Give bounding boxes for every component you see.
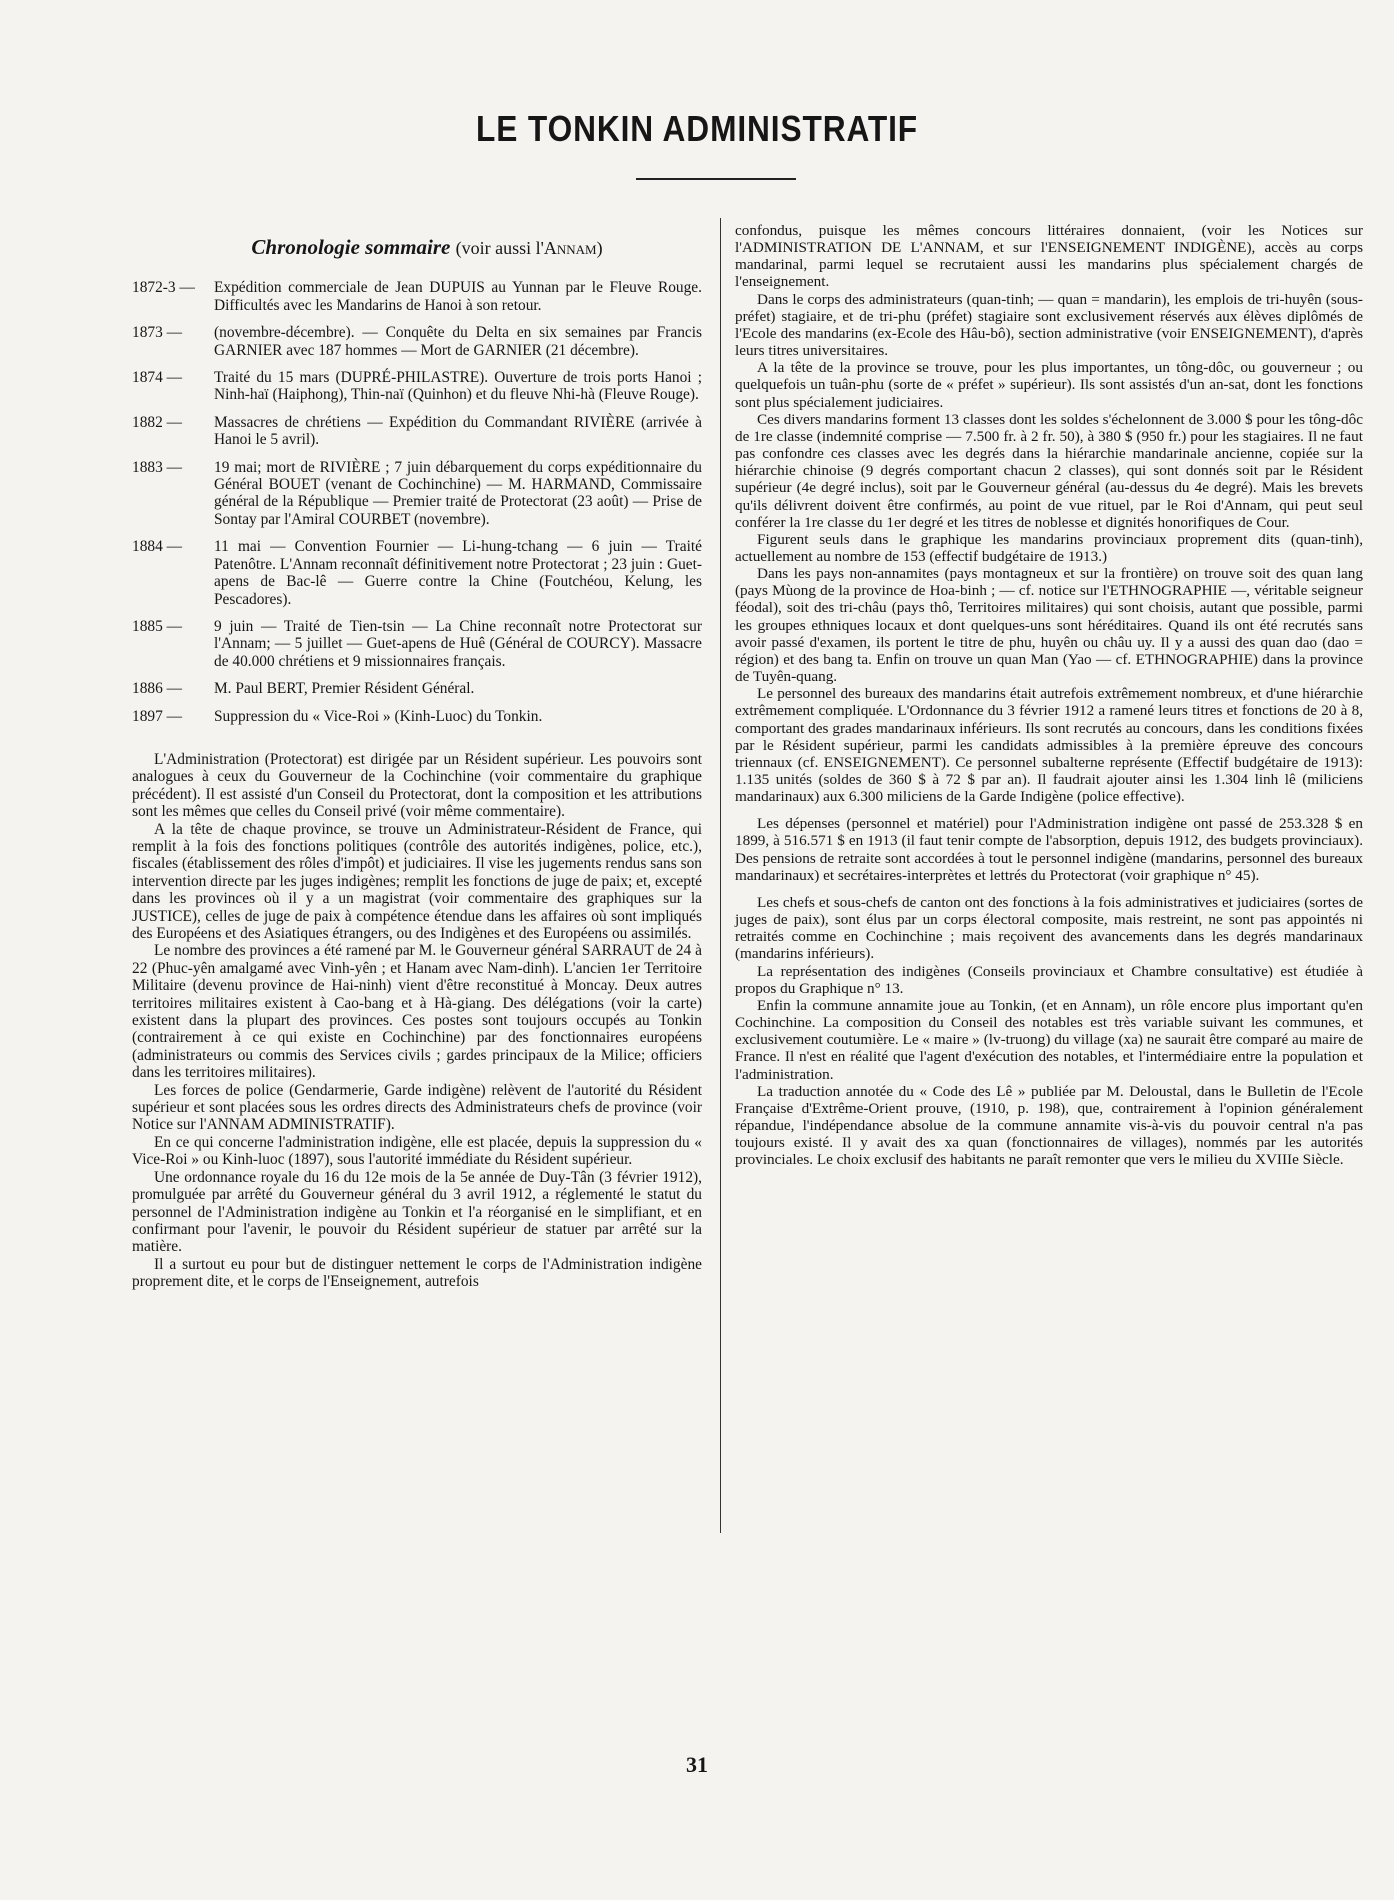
- chronology-list: [132, 279, 702, 725]
- chronology-heading-plain: (voir aussi l': [455, 238, 544, 258]
- body-paragraph: Une ordonnance royale du 16 du 12e mois de la 5e année de Duy-Tân (3 février 1912), promulguée par arrêté du Gouverneur général du 3 avril 1912, a réglementé le statut du personnel de l'Administration indigène au Tonkin et l'a réorganisé en le simplifiant, et en confirmant pour l'avenir, le pouvoir du Résident supérieur de statuer par arrêté sur la matière.: [132, 1168, 702, 1256]
- chronology-heading-italic: Chronologie sommaire: [251, 235, 451, 259]
- entry-text: M. Paul BERT, Premier Résident Général.: [214, 680, 475, 698]
- body-paragraph: Les dépenses (personnel et matériel) pour l'Administration indigène ont passé de 253.328 $ en 1899, à 516.571 $ en 1913 (il faut tenir compte de l'absorption, depuis 1912, des budgets provinciaux). Des pensions de retraite sont accordées à tout le personnel indigène (mandarins, personnel des bureaux mandarinaux) et secrétaires-interprètes et lettrés du Protectorat (voir graphique n° 45).: [735, 815, 1363, 884]
- body-paragraph: Enfin la commune annamite joue au Tonkin, (et en Annam), un rôle encore plus important qu'en Cochinchine. La composition du Conseil des notables est très variable suivant les communes, et exclusivement coutumière. Le « maire » (lv-truong) du village (xa) ne saurait être comparé au maire de France. Il n'est en réalité que l'agent d'exécution des notables, et l'intermédiaire entre la population et l'administration.: [735, 996, 1363, 1083]
- body-paragraph: Les forces de police (Gendarmerie, Garde indigène) relèvent de l'autorité du Résident supérieur et sont placées sous les ordres directs des Administrateurs chefs de province (voir Notice sur l'ANNAM ADMINISTRATIF).: [132, 1081, 702, 1134]
- entry-text: Expédition commerciale de Jean DUPUIS au Yunnan par le Fleuve Rouge. Difficultés avec les Mandarins de Hanoi à son retour.: [214, 279, 702, 314]
- chronology-entry: [132, 538, 702, 608]
- chronology-entry: [132, 618, 702, 670]
- body-paragraph: Dans les pays non-annamites (pays montagneux et sur la frontière) on trouve soit des quan lang (pays Mùong de la province de Hoa-binh ; — cf. notice sur l'ETHNOGRAPHIE —, véritable seigneur féodal), soit des tri-châu (pays thô, Territoires militaires) qui sont choisis, autant que possible, parmi les groupes ethniques locaux et dont quelques-uns sont héréditaires. Quand ils ont été recrutés sans avoir passé d'examen, ils portent le titre de phu, huyên ou châu uy. Il y a aussi des quan dao (dao = région) et des bang ta. Enfin on trouve un quan Man (Yao — cf. ETHNOGRAPHIE) dans la province de Tuyên-quang.: [735, 565, 1363, 686]
- column-divider: [720, 218, 721, 1533]
- chronology-heading-annam: Annam: [543, 238, 597, 258]
- entry-year: 1873 —: [132, 324, 183, 342]
- entry-text: Suppression du « Vice-Roi » (Kinh-Luoc) du Tonkin.: [214, 707, 543, 725]
- entry-year: 1872-3 —: [132, 279, 195, 297]
- entry-year: 1886 —: [132, 680, 183, 698]
- title-underline: [636, 178, 796, 180]
- chronology-entry: [132, 459, 702, 529]
- body-paragraph: confondus, puisque les mêmes concours littéraires donnaient, (voir les Notices sur l'ADMINISTRATION DE L'ANNAM, et sur l'ENSEIGNEMENT INDIGÈNE), accès au corps mandarinal, parmi lequel se recrutaient aussi les mandarins plus spécialement chargés de l'enseignement.: [735, 222, 1363, 291]
- chronology-entry: [132, 279, 702, 314]
- entry-year: 1883 —: [132, 458, 183, 476]
- body-paragraph: Il a surtout eu pour but de distinguer nettement le corps de l'Administration indigène proprement dite, et le corps de l'Enseignement, autrefois: [132, 1255, 702, 1291]
- entry-year: 1884 —: [132, 538, 183, 556]
- entry-text: 19 mai; mort de RIVIÈRE ; 7 juin débarquement du corps expéditionnaire du Général BOUET (venant de Cochinchine) — M. HARMAND, Commissaire général de la République — Premier traité de Protectorat (23 août) — Prise de Sontay par l'Amiral COURBET (novembre).: [214, 458, 702, 528]
- body-paragraph: Les chefs et sous-chefs de canton ont des fonctions à la fois administratives et judiciaires (sortes de juges de paix), sont élus par un corps électoral composite, mais restreint, ne sont pas appointés ni retraités comme en Cochinchine ; mais reçoivent des avancements dans les degrés mandarinaux (mandarins inférieurs).: [735, 893, 1363, 963]
- body-paragraph: La représentation des indigènes (Conseils provinciaux et Chambre consultative) est étudiée à propos du Graphique n° 13.: [735, 962, 1363, 997]
- chronology-heading-close: ): [596, 238, 603, 258]
- entry-text: 9 juin — Traité de Tien-tsin — La Chine reconnaît notre Protectorat sur l'Annam; — 5 juillet — Guet-apens de Huê (Général de COURCY). Massacre de 40.000 chrétiens et 9 missionnaires français.: [214, 617, 702, 670]
- entry-text: 11 mai — Convention Fournier — Li-hung-tchang — 6 juin — Traité Patenôtre. L'Annam reconnaît définitivement notre Protectorat ; 23 juin : Guet-apens de Bac-lê — Guerre contre la Chine (Foutchéou, Kelung, les Pescadores).: [214, 538, 702, 608]
- chronology-entry: [132, 680, 702, 697]
- entry-text: (novembre-décembre). — Conquête du Delta en six semaines par Francis GARNIER avec 187 hommes — Mort de GARNIER (21 décembre).: [214, 324, 702, 359]
- chronology-entry: [132, 324, 702, 359]
- body-paragraph: Le personnel des bureaux des mandarins était autrefois extrêmement nombreux, et d'une hiérarchie extrêmement compliquée. L'Ordonnance du 3 février 1912 a ramené leurs titres et fonctions de 20 à 8, comportant des grades mandarinaux inférieurs. Ils sont recrutés au concours, dans les conditions fixées par le Résident supérieur, parmi les candidats admissibles à la première épreuve des concours triennaux (cf. ENSEIGNEMENT). Ce personnel subalterne représente (Effectif budgétaire de 1913): 1.135 unités (soldes de 360 $ à 72 $ par an). Il faudrait ajouter ainsi les 1.304 linh lê (miliciens mandarinaux) aux 6.300 miliciens de la Garde Indigène (police effective).: [735, 685, 1363, 806]
- body-paragraph: L'Administration (Protectorat) est dirigée par un Résident supérieur. Les pouvoirs sont analogues à ceux du Gouverneur de la Cochinchine (voir commentaire du graphique précédent). Il est assisté d'un Conseil du Protectorat, dont la composition et les attributions sont les mêmes que celles du Conseil privé (voir même commentaire).: [132, 750, 702, 821]
- entry-year: 1882 —: [132, 413, 183, 431]
- body-paragraph: Ces divers mandarins forment 13 classes dont les soldes s'échelonnent de 3.000 $ pour les tông-dôc de 1re classe (indemnité comprise — 7.500 fr. à 2 fr. 50), à 380 $ (950 fr.) pour les stagiaires. Il ne faut pas confondre ces classes avec les degrés dans la hiérarchie mandarinale ancienne, copiée sur la hiérarchie chinoise (9 degrés comportant chacun 2 classes), qui sont donnés soit par le Résident supérieur (4e degré inclus), soit par le Gouverneur général (au-dessus du 4e degré). Mais les brevets qu'ils délivrent doivent être confirmés, au point de vue rituel, par le Roi d'Annam, qui peut seul conférer la 1re classe du 1er degré et les titres de noblesse et dignités honorifiques de Cour.: [735, 410, 1363, 531]
- body-paragraph: En ce qui concerne l'administration indigène, elle est placée, depuis la suppression du « Vice-Roi » ou Kinh-luoc (1897), sous l'autorité immédiate du Résident supérieur.: [132, 1133, 702, 1169]
- body-paragraph: Dans le corps des administrateurs (quan-tinh; — quan = mandarin), les emplois de tri-huyên (sous-préfet) stagiaire, et de tri-phu (préfet) stagiaire sont exclusivement réservés aux élèves diplômés de l'Ecole des mandarins (ex-Ecole des Hâu-bô), section administrative (voir ENSEIGNEMENT), d'après leurs titres universitaires.: [735, 290, 1363, 360]
- body-paragraph: A la tête de chaque province, se trouve un Administrateur-Résident de France, qui remplit à la fois des fonctions politiques (contrôle des autorités indigènes, police, etc.), fiscales (établissement des rôles d'impôt) et judiciaires. Il vise les jugements rendus sans son intervention directe par les juges indigènes; remplit les fonctions de juge de paix; et, excepté dans les provinces où il y a un magistrat (voir commentaire des graphiques sur la JUSTICE), celles de juge de paix à compétence étendue dans les affaires où sont impliqués des Européens et des Asiatiques étrangers, ou des Indigènes et des Européens ou assimilés.: [132, 820, 702, 942]
- entry-text: Massacres de chrétiens — Expédition du Commandant RIVIÈRE (arrivée à Hanoi le 5 avril).: [214, 413, 702, 449]
- left-column: [132, 225, 702, 1291]
- right-column: [735, 222, 1363, 1168]
- body-paragraph: La traduction annotée du « Code des Lê » publiée par M. Deloustal, dans le Bulletin de l'Ecole Française d'Extrême-Orient prouve, (1910, p. 198), que, contrairement à l'opinion généralement répandue, l'indépendance absolue de la commune annamite vis-à-vis du pouvoir central n'a pas toujours existé. Il y avait des xa quan (fonctionnaires de villages), nommés par les autorités provinciales. Le choix exclusif des habitants ne paraît remonter que vers le milieu du XVIIIe Siècle.: [735, 1082, 1363, 1169]
- entry-year: 1874 —: [132, 369, 183, 387]
- entry-year: 1897 —: [132, 707, 183, 725]
- body-paragraph: A la tête de la province se trouve, pour les plus importantes, un tông-dôc, ou gouverneur ; ou quelquefois un tuân-phu (sorte de « préfet » supérieur). Ils sont assistés d'un an-sat, dont les fonctions sont plus spécialement judiciaires.: [735, 359, 1363, 411]
- body-paragraph: Figurent seuls dans le graphique les mandarins provinciaux proprement dits (quan-tinh), actuellement au nombre de 153 (effectif budgétaire de 1913.): [735, 530, 1363, 565]
- chronology-entry: [132, 414, 702, 449]
- entry-year: 1885 —: [132, 617, 183, 635]
- chronology-entry: [132, 708, 702, 725]
- chronology-heading: [152, 235, 702, 259]
- body-paragraph: Le nombre des provinces a été ramené par M. le Gouverneur général SARRAUT de 24 à 22 (Phuc-yên amalgamé avec Vinh-yên ; et Hanam avec Nam-dinh). L'ancien 1er Territoire Militaire (devenu province de Hai-ninh) vient d'être reconstitué à Moncay. Deux autres territoires militaires existent à Cao-bang et à Hà-giang. Des délégations (voir la carte) existent dans la plupart des provinces. Ces postes sont toujours occupés au Tonkin (contrairement à ce qui existe en Cochinchine) par des fonctionnaires européens (administrateurs ou commis des Services civils ; gardes principaux de la Milice; officiers dans les territoires militaires).: [132, 942, 702, 1082]
- page-number: 31: [686, 1752, 708, 1777]
- chronology-entry: [132, 369, 702, 404]
- page-title: LE TONKIN ADMINISTRATIF: [475, 108, 919, 149]
- entry-text: Traité du 15 mars (DUPRÉ-PHILASTRE). Ouverture de trois ports Hanoi ; Ninh-haï (Haiphong), Thin-naï (Quinhon) et du fleuve Nhi-hà (Fleuve Rouge).: [214, 369, 702, 404]
